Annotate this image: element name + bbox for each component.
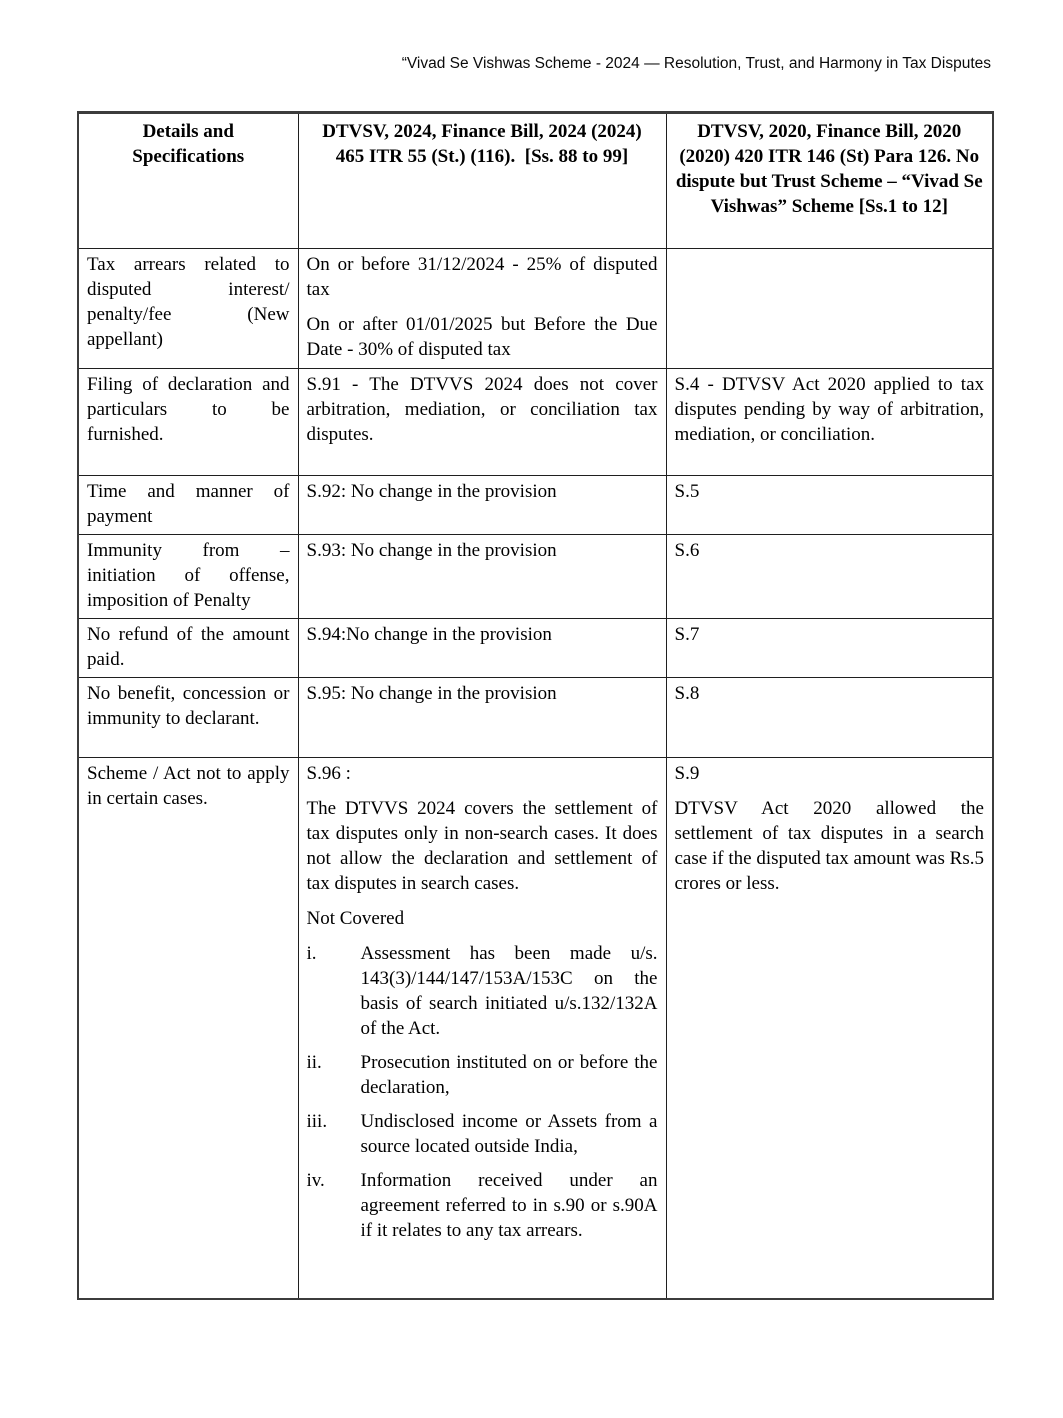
dtvsv-2024-cell: [298, 476, 666, 535]
dtvsv-2024-cell: [298, 249, 666, 369]
cell-paragraph: Immunity from – initiation of offense, imposition of Penalty: [87, 540, 290, 611]
row-label-cell: [78, 758, 298, 1299]
dtvsv-2020-cell: [666, 678, 993, 758]
dtvsv-2020-cell: [666, 249, 993, 369]
row-label-cell: [78, 678, 298, 758]
dtvsv-2020-cell: [666, 619, 993, 678]
cell-paragraph: No benefit, concession or immunity to declarant.: [87, 683, 290, 729]
cell-paragraph: Filing of declaration and particulars to be furnished.: [87, 374, 290, 445]
cell-paragraph: No refund of the amount paid.: [87, 624, 290, 670]
cell-paragraph: On or before 31/12/2024 - 25% of disputed tax: [306, 254, 658, 300]
list-item-text: Information received under an agreement referred to in s.90 or s.90A if it relates to any tax arrears.: [360, 1170, 658, 1241]
page-title: “Vivad Se Vishwas Scheme - 2024 — Resolution, Trust, and Harmony in Tax Disputes: [401, 55, 991, 72]
dtvsv-2024-cell: [298, 369, 666, 476]
list-item-number: iv.: [306, 1170, 325, 1191]
row-label-cell: [78, 476, 298, 535]
cell-paragraph: S.8: [674, 683, 700, 704]
dtvsv-2020-cell: [666, 369, 993, 476]
cell-paragraph: Time and manner of payment: [87, 481, 290, 527]
header-dtvsv-2020: DTVSV, 2020, Finance Bill, 2020 (2020) 420 ITR 146 (St) Para 126. No dispute but Trust Scheme – “Vivad Se Vishwas” Scheme [Ss.1 to 12]: [666, 113, 993, 249]
row-label-cell: [78, 249, 298, 369]
list-item-text: Assessment has been made u/s. 143(3)/144/147/153A/153C on the basis of search initiated u/s.132/132A of the Act.: [360, 943, 658, 1039]
list-item-number: ii.: [306, 1052, 322, 1073]
table-row-no-refund: [78, 619, 993, 678]
comparison-table: [77, 111, 994, 1300]
cell-paragraph: Tax arrears related to disputed interest/ penalty/fee (New appellant): [87, 254, 290, 350]
row-label-cell: [78, 619, 298, 678]
cell-paragraph: Not Covered: [306, 908, 405, 929]
cell-paragraph: On or after 01/01/2025 but Before the Due Date - 30% of disputed tax: [306, 314, 658, 360]
cell-paragraph: S.96 :: [306, 763, 351, 784]
table-header-row: [78, 113, 993, 249]
cell-paragraph: DTVSV Act 2020 allowed the settlement of tax disputes in a search case if the disputed tax amount was Rs.5 crores or less.: [674, 798, 984, 894]
dtvsv-2024-cell: [298, 758, 666, 1299]
list-item: [307, 1109, 658, 1159]
cell-paragraph: Scheme / Act not to apply in certain cases.: [87, 763, 290, 809]
row-label-cell: [78, 535, 298, 619]
dtvsv-2020-cell: [666, 476, 993, 535]
cell-paragraph: S.5: [674, 481, 700, 502]
dtvsv-2024-cell: [298, 678, 666, 758]
table-row-no-benefit: [78, 678, 993, 758]
list-item: [307, 1168, 658, 1243]
list-item-number: iii.: [306, 1111, 328, 1132]
table-row-scheme-not-apply: [78, 758, 993, 1299]
cell-paragraph: S.6: [674, 540, 700, 561]
cell-paragraph: S.95: No change in the provision: [306, 683, 557, 704]
list-item-text: Prosecution instituted on or before the declaration,: [360, 1052, 658, 1098]
row-label-cell: [78, 369, 298, 476]
cell-paragraph: S.91 - The DTVVS 2024 does not cover arbitration, mediation, or conciliation tax disputes.: [306, 374, 658, 445]
dtvsv-2020-cell: [666, 535, 993, 619]
cell-paragraph: S.7: [674, 624, 700, 645]
list-item: [307, 941, 658, 1041]
header-details-specifications: Details and Specifications: [78, 113, 298, 249]
table-row-tax-arrears: [78, 249, 993, 369]
dtvsv-2024-cell: [298, 619, 666, 678]
header-dtvsv-2024: DTVSV, 2024, Finance Bill, 2024 (2024) 465 ITR 55 (St.) (116). [Ss. 88 to 99]: [298, 113, 666, 249]
cell-paragraph: S.92: No change in the provision: [306, 481, 557, 502]
cell-paragraph: S.94:No change in the provision: [306, 624, 552, 645]
cell-paragraph: S.93: No change in the provision: [306, 540, 557, 561]
table-row-time-manner-payment: [78, 476, 993, 535]
list-item-text: Undisclosed income or Assets from a source located outside India,: [360, 1111, 658, 1157]
cell-paragraph: S.9: [674, 763, 700, 784]
list-item-number: i.: [306, 943, 317, 964]
list-item: [307, 1050, 658, 1100]
table-row-immunity: [78, 535, 993, 619]
cell-paragraph: S.4 - DTVSV Act 2020 applied to tax disputes pending by way of arbitration, mediation, or conciliation.: [674, 374, 984, 445]
dtvsv-2024-cell: [298, 535, 666, 619]
cell-paragraph: The DTVVS 2024 covers the settlement of tax disputes only in non-search cases. It does not allow the declaration and settlement of tax disputes in search cases.: [306, 798, 658, 894]
dtvsv-2020-cell: [666, 758, 993, 1299]
table-row-filing-declaration: [78, 369, 993, 476]
